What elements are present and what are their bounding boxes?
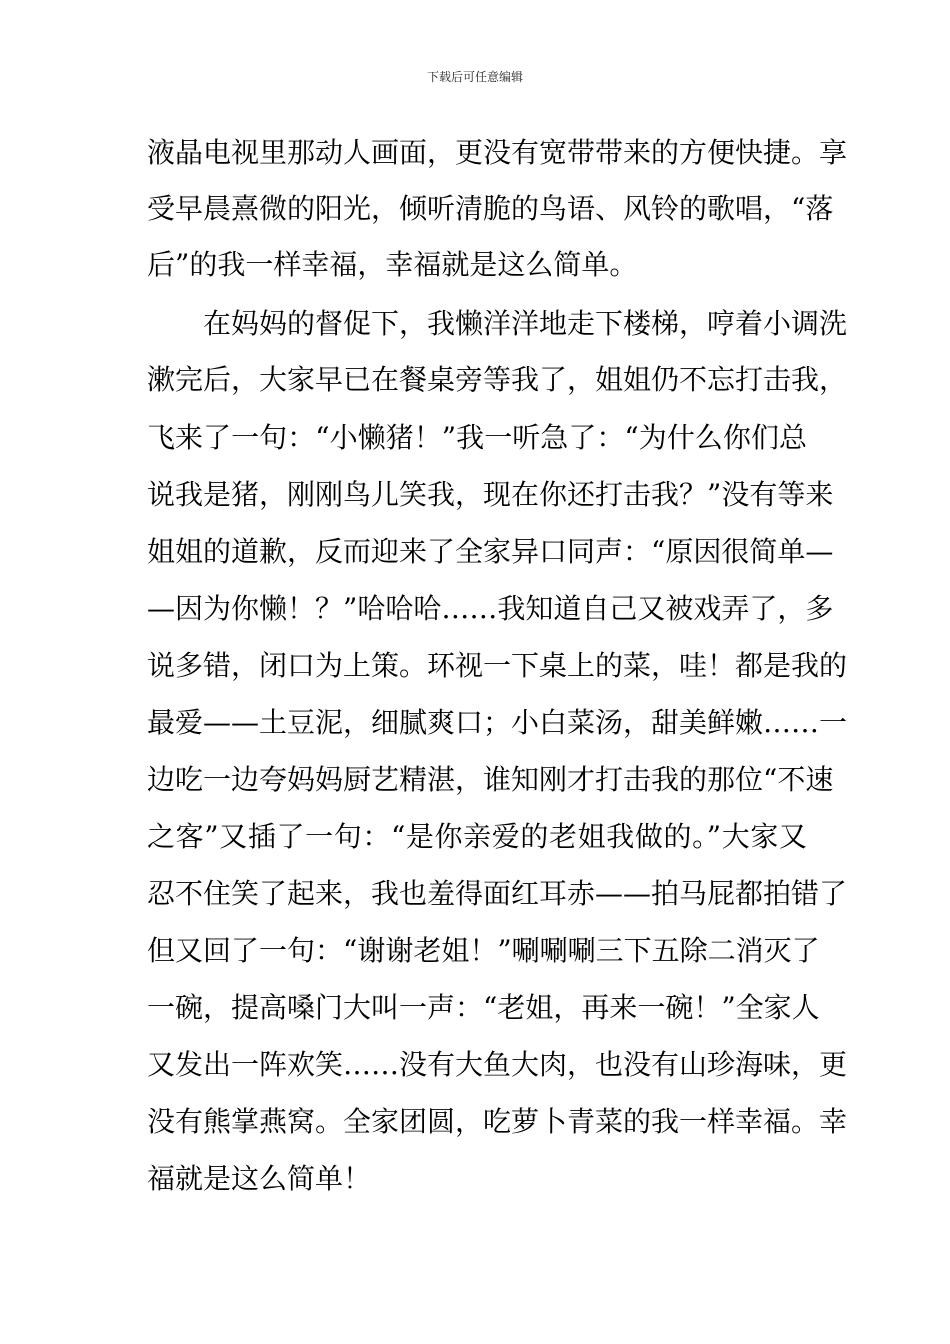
text-line: 又发出一阵欢笑……没有大鱼大肉，也没有山珍海味，更 (147, 1048, 848, 1081)
text-line: 福就是这么简单！ (147, 1162, 372, 1195)
text-line: 最爱——土豆泥，细腻爽口；小白菜汤，甜美鲜嫩……一 (147, 706, 848, 739)
text-line: 漱完后，大家早已在餐桌旁等我了，姐姐仍不忘打击我， (147, 363, 848, 396)
text-line: 忍不住笑了起来，我也羞得面红耳赤——拍马屁都拍错了 (147, 877, 848, 910)
text-line: 边吃一边夸妈妈厨艺精湛，谁知刚才打击我的那位“不速 (147, 763, 834, 796)
text-line: 受早晨熹微的阳光，倾听清脆的鸟语、风铃的歌唱，“落 (147, 192, 834, 225)
text-line: 但又回了一句：“谢谢老姐！”唰唰唰三下五除二消灭了 (147, 934, 820, 967)
text-line: 后”的我一样幸福，幸福就是这么简单。 (147, 248, 638, 281)
text-line: —因为你懒！？”哈哈哈……我知道自己又被戏弄了，多 (147, 592, 834, 625)
text-line: 一碗，提高嗓门大叫一声：“老姐，再来一碗！”全家人 (147, 991, 820, 1024)
text-line: 说我是猪，刚刚鸟儿笑我，现在你还打击我？”没有等来 (147, 478, 834, 511)
text-line: 液晶电视里那动人画面，更没有宽带带来的方便快捷。享 (147, 136, 848, 169)
text-line: 说多错，闭口为上策。环视一下桌上的菜，哇！都是我的 (147, 649, 848, 682)
paragraph-first-line: 在妈妈的督促下，我懒洋洋地走下楼梯，哼着小调洗 (203, 307, 848, 340)
text-line: 姐姐的道歉，反而迎来了全家异口同声：“原因很简单— (147, 535, 834, 568)
text-line: 之客”又插了一句：“是你亲爱的老姐我做的。”大家又 (147, 820, 807, 853)
page-header: 下载后可任意编辑 (426, 70, 523, 84)
text-line: 没有熊掌燕窝。全家团圆，吃萝卜青菜的我一样幸福。幸 (147, 1105, 848, 1138)
text-line: 飞来了一句：“小懒猪！”我一听急了：“为什么你们总 (147, 421, 807, 454)
